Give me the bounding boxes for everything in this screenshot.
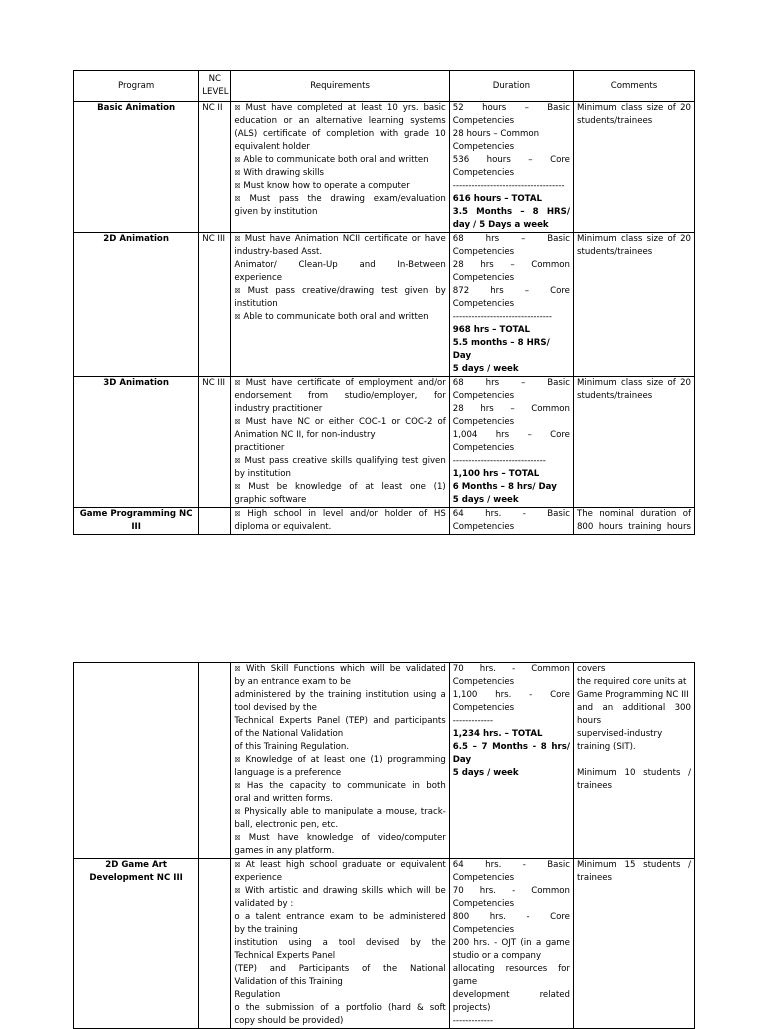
cell-line: covers bbox=[576, 664, 606, 674]
cell-line: 28 hours – Common bbox=[452, 129, 540, 139]
cell-line: Day bbox=[452, 755, 472, 765]
header-requirements: Requirements bbox=[231, 71, 449, 102]
cell-line: Competencies bbox=[452, 925, 515, 935]
cell-line: -------------------------------- bbox=[452, 312, 553, 322]
cell-line: by institution bbox=[234, 469, 291, 479]
cell-line: validated by : bbox=[234, 899, 294, 909]
program-name: 3D Animation bbox=[74, 377, 199, 508]
cell-line: Competencies bbox=[452, 247, 515, 257]
cell-line: Competencies bbox=[452, 168, 515, 178]
duration-cell bbox=[449, 508, 573, 535]
cell-line: Animation NC II, for non-industry bbox=[234, 430, 376, 440]
cell-line: projects) bbox=[452, 1003, 491, 1013]
cell-line: 28 hrs – Common bbox=[452, 260, 570, 270]
cell-line: 28 hrs – Common bbox=[452, 404, 570, 414]
comments-cell bbox=[573, 508, 694, 535]
cell-line: 968 hrs – TOTAL bbox=[452, 325, 530, 335]
cell-line: o the submission of a portfolio (hard & soft bbox=[234, 1003, 446, 1013]
cell-line: ball, electronic pen, etc. bbox=[234, 820, 339, 830]
cell-line: students/trainees bbox=[576, 391, 653, 401]
program-name: Basic Animation bbox=[74, 102, 199, 233]
nc-level: NC III bbox=[199, 233, 231, 377]
cell-line: ☒ Knowledge of at least one (1) programming bbox=[234, 755, 446, 765]
cell-line: 64 hrs. - Basic bbox=[452, 860, 570, 870]
cell-line: given by institution bbox=[234, 207, 318, 217]
cell-line: The nominal duration of bbox=[576, 509, 691, 519]
cell-line: Minimum class size of 20 bbox=[576, 378, 691, 388]
cell-line: ☒ Must have knowledge of video/computer bbox=[234, 833, 446, 843]
header-nc-level bbox=[199, 71, 231, 102]
line-spacer bbox=[577, 754, 691, 767]
cell-line: trainees bbox=[576, 781, 613, 791]
cell-line: game bbox=[452, 977, 478, 987]
cell-line: 64 hrs. - Basic bbox=[452, 509, 570, 519]
cell-line: ☒ Has the capacity to communicate in both bbox=[234, 781, 446, 791]
cell-line: tool devised by the bbox=[234, 703, 317, 713]
cell-line: copy should be provided) bbox=[234, 1016, 344, 1026]
cell-line: ☒ At least high school graduate or equivalent bbox=[234, 860, 446, 870]
checkbox-bullet-icon: ☒ bbox=[234, 195, 241, 203]
requirements-cell bbox=[231, 102, 449, 233]
cell-line: 3.5 Months – 8 HRS/ bbox=[452, 207, 570, 217]
cell-line: experience bbox=[234, 873, 283, 883]
cell-line: ☒ Must be knowledge of at least one (1) bbox=[234, 482, 446, 492]
cell-line: ☒ With artistic and drawing skills which will be bbox=[234, 886, 446, 896]
cell-line: ☒ Must know how to operate a computer bbox=[234, 181, 410, 191]
cell-line: 1,100 hrs – TOTAL bbox=[452, 469, 540, 479]
cell-line: industry-based Asst. bbox=[234, 247, 323, 257]
table-header-row bbox=[74, 71, 695, 102]
cell-line: Validation of this Training bbox=[234, 977, 343, 987]
cell-line: 6 Months – 8 hrs/ Day bbox=[452, 482, 557, 492]
cell-line: diploma or equivalent. bbox=[234, 522, 332, 532]
cell-line: industry practitioner bbox=[234, 404, 323, 414]
header-comments: Comments bbox=[573, 71, 694, 102]
table-row bbox=[74, 859, 695, 1029]
cell-line: Animator/ Clean-Up and In-Between bbox=[234, 260, 446, 270]
table-row bbox=[74, 663, 695, 859]
cell-line: Competencies bbox=[452, 443, 515, 453]
cell-line: by the training bbox=[234, 925, 298, 935]
cell-line: 1,100 hrs. - Core bbox=[452, 690, 570, 700]
cell-line: ☒ With drawing skills bbox=[234, 168, 325, 178]
program-table-top bbox=[73, 70, 695, 535]
cell-line: Technical Experts Panel bbox=[234, 951, 336, 961]
cell-line: development related bbox=[452, 990, 570, 1000]
duration-cell bbox=[449, 859, 573, 1029]
cell-line: Regulation bbox=[234, 990, 281, 1000]
program-name: 2D Animation bbox=[74, 233, 199, 377]
cell-line: 5 days / week bbox=[452, 364, 519, 374]
checkbox-bullet-icon: ☒ bbox=[234, 313, 241, 321]
comments-cell bbox=[573, 377, 694, 508]
table-row bbox=[74, 233, 695, 377]
checkbox-bullet-icon: ☒ bbox=[234, 510, 241, 518]
cell-line: 616 hours – TOTAL bbox=[452, 194, 542, 204]
cell-line: endorsement from studio/employer, for bbox=[234, 391, 446, 401]
cell-line: Minimum 15 students / bbox=[576, 860, 691, 870]
cell-line: institution using a tool devised by the bbox=[234, 938, 446, 948]
cell-line: of the National Validation bbox=[234, 729, 344, 739]
checkbox-bullet-icon: ☒ bbox=[234, 379, 241, 387]
cell-line: Competencies bbox=[452, 273, 515, 283]
header-program: Program bbox=[74, 71, 199, 102]
cell-line: 5.5 months – 8 HRS/ Day bbox=[452, 338, 550, 361]
cell-line: 68 hrs – Basic bbox=[452, 234, 570, 244]
cell-line: hours bbox=[576, 716, 602, 726]
comments-cell bbox=[573, 663, 694, 859]
cell-line: Minimum class size of 20 bbox=[576, 234, 691, 244]
cell-line: ☒ With Skill Functions which will be validated bbox=[234, 664, 446, 674]
cell-line: 70 hrs. - Common bbox=[452, 664, 570, 674]
cell-line: and an additional 300 bbox=[576, 703, 691, 713]
cell-line: Minimum 10 students / bbox=[576, 768, 691, 778]
cell-line: 800 hrs. - Core bbox=[452, 912, 570, 922]
checkbox-bullet-icon: ☒ bbox=[234, 156, 241, 164]
checkbox-bullet-icon: ☒ bbox=[234, 756, 241, 764]
cell-line: supervised-industry bbox=[576, 729, 663, 739]
cell-line: ------------- bbox=[452, 1016, 494, 1026]
cell-line: 872 hrs – Core bbox=[452, 286, 570, 296]
checkbox-bullet-icon: ☒ bbox=[234, 418, 241, 426]
comments-cell bbox=[573, 233, 694, 377]
cell-line: ------------------------------------ bbox=[452, 181, 565, 191]
cell-line: Competencies bbox=[452, 299, 515, 309]
cell-line: Minimum class size of 20 bbox=[576, 103, 691, 113]
cell-line: ☒ Physically able to manipulate a mouse, track- bbox=[234, 807, 446, 817]
comments-cell bbox=[573, 102, 694, 233]
cell-line: ☒ Must have Animation NCII certificate or have bbox=[234, 234, 446, 244]
cell-line: ☒ Able to communicate both oral and written bbox=[234, 155, 429, 165]
checkbox-bullet-icon: ☒ bbox=[234, 887, 241, 895]
cell-line: Competencies bbox=[452, 522, 515, 532]
checkbox-bullet-icon: ☒ bbox=[234, 182, 241, 190]
cell-line: 68 hrs – Basic bbox=[452, 378, 570, 388]
nc-level: NC II bbox=[199, 102, 231, 233]
duration-cell bbox=[449, 102, 573, 233]
cell-line: allocating resources for bbox=[452, 964, 570, 974]
checkbox-bullet-icon: ☒ bbox=[234, 483, 241, 491]
requirements-cell bbox=[231, 377, 449, 508]
cell-line: students/trainees bbox=[576, 247, 653, 257]
cell-line: Game Programming NC III bbox=[576, 690, 689, 700]
cell-line: education or an alternative learning systems bbox=[234, 116, 446, 126]
cell-line: training (SIT). bbox=[576, 742, 636, 752]
cell-line: 800 hours training hours bbox=[576, 522, 691, 532]
cell-line: ☒ Must have completed at least 10 yrs. basic bbox=[234, 103, 446, 113]
requirements-cell bbox=[231, 508, 449, 535]
cell-line: ☒ Must pass the drawing exam/evaluation bbox=[234, 194, 446, 204]
cell-line: equivalent holder bbox=[234, 142, 310, 152]
checkbox-bullet-icon: ☒ bbox=[234, 861, 241, 869]
cell-line: ☒ Able to communicate both oral and written bbox=[234, 312, 429, 322]
checkbox-bullet-icon: ☒ bbox=[234, 665, 241, 673]
nc-level bbox=[199, 508, 231, 535]
cell-line: Competencies bbox=[452, 391, 515, 401]
cell-line: 1,234 hrs. – TOTAL bbox=[452, 729, 543, 739]
cell-line: Competencies bbox=[452, 899, 515, 909]
program-name bbox=[74, 663, 199, 859]
cell-line: ------------------------------ bbox=[452, 456, 546, 466]
cell-line: 536 hours – Core bbox=[452, 155, 570, 165]
table-row bbox=[74, 102, 695, 233]
cell-line: Competencies bbox=[452, 417, 515, 427]
cell-line: practitioner bbox=[234, 443, 285, 453]
nc-level bbox=[199, 663, 231, 859]
checkbox-bullet-icon: ☒ bbox=[234, 169, 241, 177]
cell-line: ------------- bbox=[452, 716, 494, 726]
cell-line: ☒ High school in level and/or holder of HS bbox=[234, 509, 446, 519]
cell-line: ☒ Must have NC or either COC-1 or COC-2 of bbox=[234, 417, 446, 427]
cell-line: institution bbox=[234, 299, 278, 309]
duration-cell bbox=[449, 377, 573, 508]
cell-line: studio or a company bbox=[452, 951, 542, 961]
cell-line: games in any platform. bbox=[234, 846, 335, 856]
checkbox-bullet-icon: ☒ bbox=[234, 287, 241, 295]
cell-line: graphic software bbox=[234, 495, 307, 505]
cell-line: Competencies bbox=[452, 873, 515, 883]
requirements-cell bbox=[231, 859, 449, 1029]
cell-line: Competencies bbox=[452, 142, 515, 152]
cell-line: 200 hrs. - OJT (in a game bbox=[452, 938, 570, 948]
cell-line: (TEP) and Participants of the National bbox=[234, 964, 446, 974]
header-duration: Duration bbox=[449, 71, 573, 102]
checkbox-bullet-icon: ☒ bbox=[234, 782, 241, 790]
cell-line: Competencies bbox=[452, 116, 515, 126]
cell-line: the required core units at bbox=[576, 677, 687, 687]
checkbox-bullet-icon: ☒ bbox=[234, 235, 241, 243]
checkbox-bullet-icon: ☒ bbox=[234, 104, 241, 112]
checkbox-bullet-icon: ☒ bbox=[234, 834, 241, 842]
program-table-continued bbox=[73, 662, 695, 1029]
cell-line: Competencies bbox=[452, 703, 515, 713]
cell-line: 5 days / week bbox=[452, 768, 519, 778]
cell-line: experience bbox=[234, 273, 283, 283]
cell-line: 1,004 hrs – Core bbox=[452, 430, 570, 440]
cell-line: students/trainees bbox=[576, 116, 653, 126]
table-row bbox=[74, 508, 695, 535]
cell-line: (ALS) certificate of completion with grade 10 bbox=[234, 129, 446, 139]
program-name: 2D Game Art Development NC III bbox=[74, 859, 199, 1029]
requirements-cell bbox=[231, 233, 449, 377]
cell-line: of this Training Regulation. bbox=[234, 742, 350, 752]
cell-line: day / 5 Days a week bbox=[452, 220, 549, 230]
header-nc-level-line: NC bbox=[208, 74, 222, 84]
duration-cell bbox=[449, 663, 573, 859]
cell-line: 70 hrs. - Common bbox=[452, 886, 570, 896]
cell-line: 5 days / week bbox=[452, 495, 519, 505]
comments-cell bbox=[573, 859, 694, 1029]
cell-line: Technical Experts Panel (TEP) and participants bbox=[234, 716, 446, 726]
requirements-cell bbox=[231, 663, 449, 859]
cell-line: ☒ Must pass creative/drawing test given by bbox=[234, 286, 446, 296]
cell-line: trainees bbox=[576, 873, 613, 883]
cell-line: language is a preference bbox=[234, 768, 342, 778]
cell-line: by an entrance exam to be bbox=[234, 677, 351, 687]
cell-line: 52 hours – Basic bbox=[452, 103, 570, 113]
program-name: Game Programming NC III bbox=[74, 508, 199, 535]
duration-cell bbox=[449, 233, 573, 377]
header-nc-level-line: LEVEL bbox=[202, 87, 229, 97]
cell-line: 6.5 – 7 Months - 8 hrs/ bbox=[452, 742, 570, 752]
checkbox-bullet-icon: ☒ bbox=[234, 457, 241, 465]
table-row bbox=[74, 377, 695, 508]
cell-line: oral and written forms. bbox=[234, 794, 333, 804]
cell-line: ☒ Must pass creative skills qualifying test given bbox=[234, 456, 446, 466]
cell-line: o a talent entrance exam to be administered bbox=[234, 912, 446, 922]
nc-level bbox=[199, 859, 231, 1029]
cell-line: Competencies bbox=[452, 677, 515, 687]
checkbox-bullet-icon: ☒ bbox=[234, 808, 241, 816]
nc-level: NC III bbox=[199, 377, 231, 508]
cell-line: administered by the training institution using a bbox=[234, 690, 446, 700]
cell-line: ☒ Must have certificate of employment and/or bbox=[234, 378, 446, 388]
